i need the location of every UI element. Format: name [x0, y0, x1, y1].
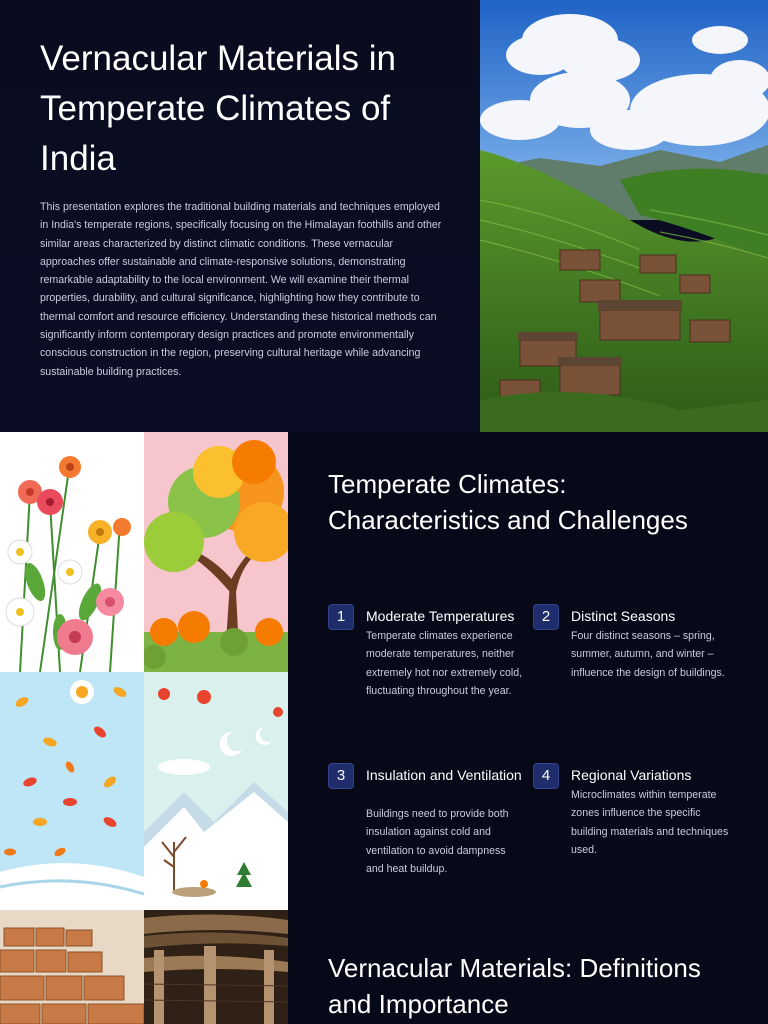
spring-flowers-image — [0, 432, 144, 672]
feature-text: Microclimates within temperate zones influence the specific building materials and techniques used. — [571, 789, 729, 856]
mud-bricks-photo — [0, 910, 144, 1024]
timber-icon — [144, 910, 288, 1024]
section-title: Temperate Climates: Characteristics and Challenges — [328, 469, 688, 535]
tree-icon — [144, 432, 288, 672]
number-badge: 1 — [328, 604, 354, 630]
feature-title: Insulation and Ventilation — [366, 767, 522, 783]
feature-title: Moderate Temperatures — [366, 608, 515, 624]
feature-regional-variations — [533, 763, 733, 903]
slide-vernacular-materials — [0, 910, 768, 1024]
slide-temperate-climates — [0, 432, 768, 910]
brick-icon — [0, 910, 144, 1024]
himalayan-village-photo — [480, 0, 768, 432]
section-title: Vernacular Materials: Definitions and Importance — [328, 953, 701, 1019]
season-collage — [0, 432, 288, 910]
leaf-icon — [0, 672, 144, 910]
slide-intro — [0, 0, 768, 432]
number-badge: 4 — [533, 763, 559, 789]
autumn-tree-image — [144, 432, 288, 672]
timber-structure-photo — [144, 910, 288, 1024]
feature-distinct-seasons — [533, 604, 733, 744]
falling-leaves-image — [0, 672, 144, 910]
number-badge: 2 — [533, 604, 559, 630]
village-landscape-icon — [480, 0, 768, 432]
winter-landscape-image — [144, 672, 288, 910]
feature-title: Regional Variations — [571, 767, 692, 783]
snowflake-icon — [144, 672, 288, 910]
flower-icon — [0, 432, 144, 672]
number-badge: 3 — [328, 763, 354, 789]
feature-moderate-temperatures — [328, 604, 528, 744]
feature-title: Distinct Seasons — [571, 608, 676, 624]
feature-insulation-ventilation — [328, 763, 528, 903]
slide-title: Vernacular Materials in Temperate Climates of India — [40, 39, 396, 178]
feature-text: Buildings need to provide both insulation against cold and ventilation to avoid dampness and heat buildup. — [366, 808, 509, 875]
feature-text: Temperate climates experience moderate temperatures, neither extremely hot nor extremely cold, fluctuating throughout the year. — [366, 630, 523, 697]
feature-text: Four distinct seasons – spring, summer, autumn, and winter – influence the design of buildings. — [571, 630, 725, 679]
intro-paragraph: This presentation explores the traditional building materials and techniques employed in India's temperate regions, specifically focusing on the Himalayan foothills and other similar areas characterized by distinct climatic conditions. These vernacular approaches offer sustainable and climate-responsive solutions, demonstrating remarkable adaptability to the local environment. We will examine their thermal properties, durability, and cultural significance, highlighting how they contribute to thermal comfort and resource efficiency. Understanding these historical methods can significantly inform contemporary design practices and promote environmentally conscious construction in the region, preserving cultural heritage while advancing sustainable building practices. — [40, 201, 442, 378]
